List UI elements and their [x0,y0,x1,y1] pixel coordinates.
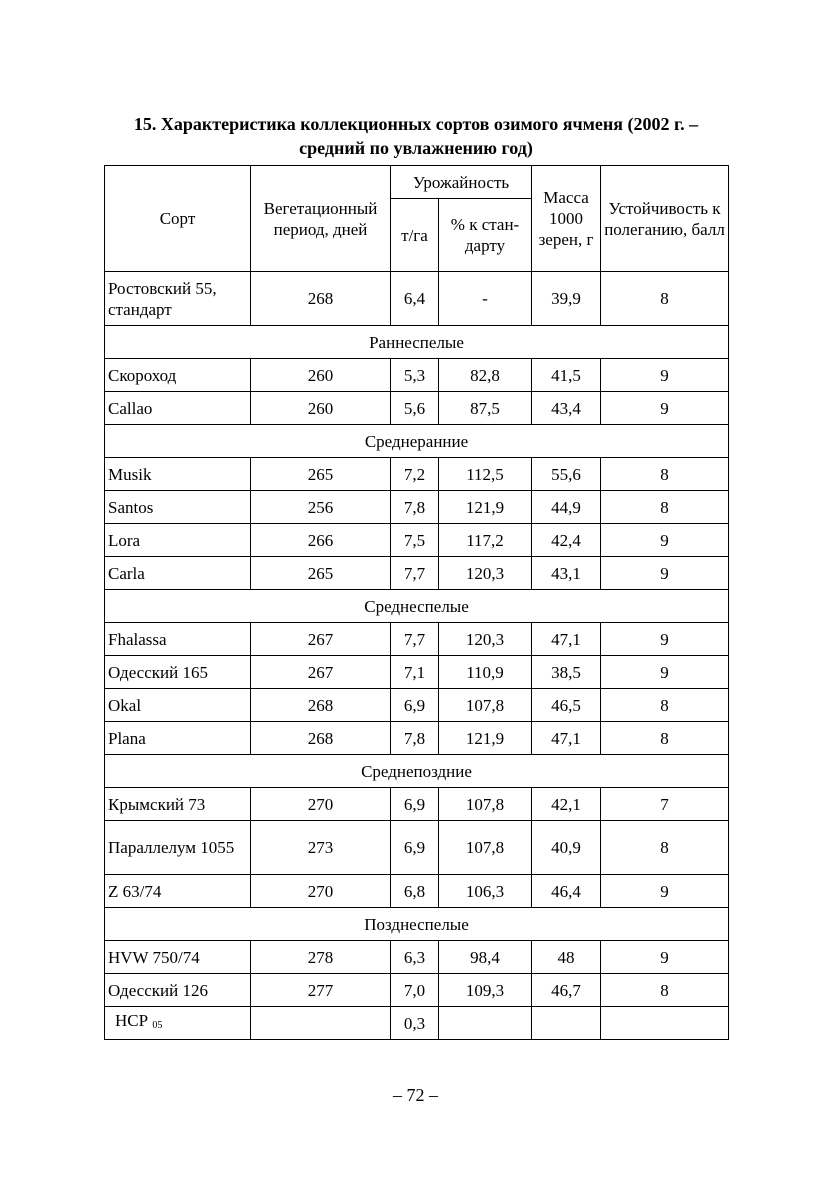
yield-percent: 98,4 [439,941,532,974]
mass-1000: 38,5 [532,656,601,689]
lodging-score: 8 [601,458,729,491]
lodging-score: 9 [601,875,729,908]
yield-t-ha: 6,3 [391,941,439,974]
variety-name: Santos [105,491,251,524]
group-name: Среднеспелые [105,590,729,623]
group-name: Среднепоздние [105,755,729,788]
table-row [105,359,729,392]
hcp-empty-cell [601,1007,729,1040]
yield-percent: 120,3 [439,557,532,590]
yield-percent: 117,2 [439,524,532,557]
lodging-score: 9 [601,656,729,689]
variety-name: Крымский 73 [105,788,251,821]
varieties-table [104,165,729,1040]
hcp-subscript: 05 [152,1020,163,1031]
hcp-empty-cell [251,1007,391,1040]
vegetation-period: 260 [251,392,391,425]
variety-name: Скороход [105,359,251,392]
yield-percent: 121,9 [439,491,532,524]
yield-percent: 82,8 [439,359,532,392]
lodging-score: 9 [601,392,729,425]
vegetation-period: 265 [251,557,391,590]
variety-name: Z 63/74 [105,875,251,908]
mass-1000: 43,4 [532,392,601,425]
mass-1000: 46,7 [532,974,601,1007]
standard-row [105,272,729,326]
yield-percent: 107,8 [439,689,532,722]
yield-t-ha: 6,9 [391,821,439,875]
yield-t-ha: 7,8 [391,722,439,755]
vegetation-period: 273 [251,821,391,875]
table-row [105,788,729,821]
mass-1000: 44,9 [532,491,601,524]
table-row [105,689,729,722]
standard-mass: 39,9 [532,272,601,326]
yield-t-ha: 7,0 [391,974,439,1007]
table-row [105,458,729,491]
mass-1000: 42,4 [532,524,601,557]
lodging-score: 8 [601,974,729,1007]
variety-name: Carla [105,557,251,590]
yield-t-ha: 5,3 [391,359,439,392]
group-row [105,908,729,941]
hcp-label-cell [105,1007,251,1040]
vegetation-period: 268 [251,689,391,722]
header-mass-1000: Масса 1000 зерен, г [532,166,601,272]
table-title [100,112,732,160]
table-row [105,875,729,908]
hcp-label: НСР [115,1011,149,1030]
variety-name: Callao [105,392,251,425]
header-variety: Сорт [105,166,251,272]
lodging-score: 8 [601,821,729,875]
standard-yield-t: 6,4 [391,272,439,326]
header-yield-percent: % к стан-дарту [439,199,532,272]
hcp-empty-cell [439,1007,532,1040]
lodging-score: 8 [601,491,729,524]
hcp-yield-t: 0,3 [391,1007,439,1040]
yield-t-ha: 6,8 [391,875,439,908]
yield-percent: 107,8 [439,821,532,875]
standard-yield-pct: - [439,272,532,326]
vegetation-period: 267 [251,656,391,689]
yield-percent: 107,8 [439,788,532,821]
vegetation-period: 268 [251,722,391,755]
lodging-score: 9 [601,623,729,656]
variety-name: Okal [105,689,251,722]
vegetation-period: 278 [251,941,391,974]
table-title-line-2: средний по увлажнению год) [299,138,533,158]
yield-t-ha: 7,7 [391,623,439,656]
table-row [105,392,729,425]
vegetation-period: 270 [251,875,391,908]
yield-percent: 110,9 [439,656,532,689]
table-title-line-1: 15. Характеристика коллекционных сортов озимого ячменя (2002 г. – [133,114,699,134]
standard-score: 8 [601,272,729,326]
table-row [105,524,729,557]
mass-1000: 46,5 [532,689,601,722]
lodging-score: 8 [601,689,729,722]
hcp-row [105,1007,729,1040]
lodging-score: 7 [601,788,729,821]
variety-name: Lora [105,524,251,557]
vegetation-period: 266 [251,524,391,557]
table-row [105,656,729,689]
mass-1000: 55,6 [532,458,601,491]
header-yield-t-ha: т/га [391,199,439,272]
vegetation-period: 277 [251,974,391,1007]
lodging-score: 9 [601,557,729,590]
variety-name: Musik [105,458,251,491]
yield-t-ha: 5,6 [391,392,439,425]
variety-name: Plana [105,722,251,755]
yield-t-ha: 7,7 [391,557,439,590]
mass-1000: 43,1 [532,557,601,590]
table-row [105,941,729,974]
group-name: Среднеранние [105,425,729,458]
variety-name: Fhalassa [105,623,251,656]
table-row [105,491,729,524]
table-row [105,623,729,656]
yield-percent: 106,3 [439,875,532,908]
vegetation-period: 256 [251,491,391,524]
yield-t-ha: 6,9 [391,689,439,722]
vegetation-period: 265 [251,458,391,491]
yield-percent: 120,3 [439,623,532,656]
standard-period: 268 [251,272,391,326]
lodging-score: 9 [601,359,729,392]
yield-t-ha: 7,2 [391,458,439,491]
variety-name: Одесский 165 [105,656,251,689]
header-vegetation-period: Вегетационный период, дней [251,166,391,272]
variety-name: HVW 750/74 [105,941,251,974]
lodging-score: 9 [601,941,729,974]
vegetation-period: 260 [251,359,391,392]
table-row [105,974,729,1007]
mass-1000: 46,4 [532,875,601,908]
variety-name: Параллелум 1055 [105,821,251,875]
group-row [105,590,729,623]
mass-1000: 42,1 [532,788,601,821]
table-row [105,557,729,590]
mass-1000: 47,1 [532,722,601,755]
vegetation-period: 270 [251,788,391,821]
yield-percent: 87,5 [439,392,532,425]
group-row [105,425,729,458]
lodging-score: 8 [601,722,729,755]
variety-name: Одесский 126 [105,974,251,1007]
yield-t-ha: 7,1 [391,656,439,689]
yield-t-ha: 7,5 [391,524,439,557]
yield-percent: 121,9 [439,722,532,755]
yield-percent: 112,5 [439,458,532,491]
yield-percent: 109,3 [439,974,532,1007]
vegetation-period: 267 [251,623,391,656]
group-name: Раннеспелые [105,326,729,359]
group-row [105,326,729,359]
yield-t-ha: 7,8 [391,491,439,524]
mass-1000: 40,9 [532,821,601,875]
standard-name: Ростовский 55, стандарт [105,272,251,326]
table-row [105,722,729,755]
page-number: – 72 – [393,1085,438,1105]
mass-1000: 48 [532,941,601,974]
mass-1000: 47,1 [532,623,601,656]
group-name: Позднеспелые [105,908,729,941]
lodging-score: 9 [601,524,729,557]
header-yield: Урожайность [391,166,532,199]
group-row [105,755,729,788]
mass-1000: 41,5 [532,359,601,392]
hcp-empty-cell [532,1007,601,1040]
yield-t-ha: 6,9 [391,788,439,821]
header-lodging-resistance: Устойчивость к полеганию, балл [601,166,729,272]
table-row [105,821,729,875]
